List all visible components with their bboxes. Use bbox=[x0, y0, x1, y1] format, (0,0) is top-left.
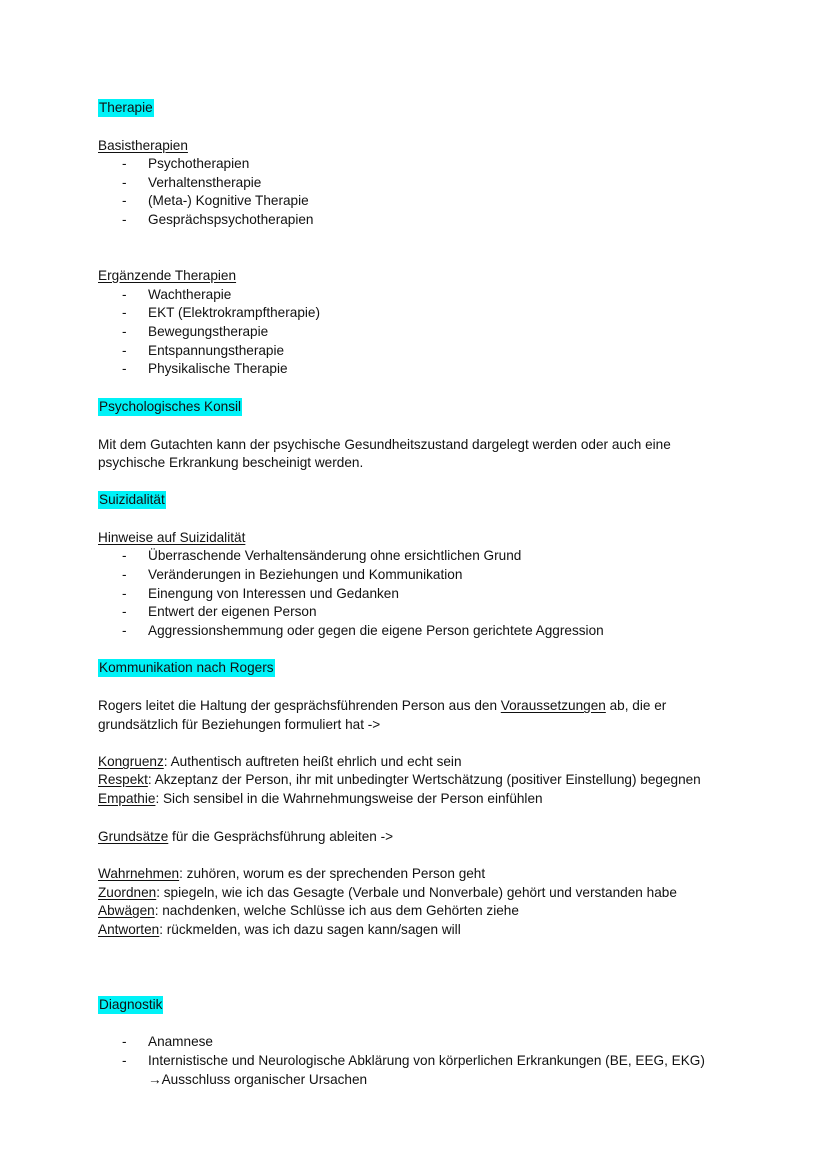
list-item: - EKT (Elektrokrampftherapie) bbox=[122, 305, 320, 320]
section-heading-konsil: Psychologisches Konsil bbox=[99, 399, 242, 414]
subheading-basistherapien: Basistherapien bbox=[98, 138, 188, 153]
list-item: - Physikalische Therapie bbox=[122, 361, 288, 376]
list-item: - Verhaltenstherapie bbox=[122, 175, 262, 190]
definition-respekt: Respekt: Akzeptanz der Person, ihr mit unbedingter Wertschätzung (positiver Einstellung) begegnen bbox=[98, 772, 701, 787]
list-item: - Überraschende Verhaltensänderung ohne ersichtlichen Grund bbox=[122, 548, 522, 563]
subheading-hinweise: Hinweise auf Suizidalität bbox=[98, 530, 246, 545]
section-heading-diagnostik: Diagnostik bbox=[99, 997, 163, 1012]
paragraph-line: Mit dem Gutachten kann der psychische Gesundheitszustand dargelegt werden oder auch eine bbox=[98, 437, 671, 452]
section-heading-suizidalitaet: Suizidalität bbox=[99, 492, 165, 507]
list-item: - Internistische und Neurologische Abklärung von körperlichen Erkrankungen (BE, EEG, EKG) bbox=[122, 1053, 705, 1068]
paragraph-line: psychische Erkrankung bescheinigt werden. bbox=[98, 455, 364, 470]
list-item: - (Meta-) Kognitive Therapie bbox=[122, 193, 309, 208]
list-item: - Gesprächspsychotherapien bbox=[122, 212, 314, 227]
section-heading-therapie: Therapie bbox=[99, 100, 153, 115]
grundsaetze-line: Grundsätze für die Gesprächsführung ableiten -> bbox=[98, 829, 394, 844]
paragraph-line: Rogers leitet die Haltung der gesprächsführenden Person aus den Voraussetzungen ab, die er bbox=[98, 698, 667, 713]
list-item: - Einengung von Interessen und Gedanken bbox=[122, 586, 399, 601]
list-item: - Veränderungen in Beziehungen und Kommunikation bbox=[122, 567, 463, 582]
list-item: - Entspannungstherapie bbox=[122, 343, 285, 358]
list-item: - Psychotherapien bbox=[122, 156, 250, 171]
list-item: - Bewegungstherapie bbox=[122, 324, 269, 339]
step-wahrnehmen: Wahrnehmen: zuhören, worum es der sprechenden Person geht bbox=[98, 866, 486, 881]
step-antworten: Antworten: rückmelden, was ich dazu sagen kann/sagen will bbox=[98, 922, 461, 937]
section-heading-rogers: Kommunikation nach Rogers bbox=[99, 660, 274, 675]
list-item: - Aggressionshemmung oder gegen die eigene Person gerichtete Aggression bbox=[122, 623, 604, 638]
definition-kongruenz: Kongruenz: Authentisch auftreten heißt ehrlich und echt sein bbox=[98, 754, 462, 769]
list-item: - Wachtherapie bbox=[122, 287, 232, 302]
step-zuordnen: Zuordnen: spiegeln, wie ich das Gesagte (Verbale und Nonverbale) gehört und verstanden habe bbox=[98, 885, 677, 900]
list-item: - Entwert der eigenen Person bbox=[122, 604, 317, 619]
definition-empathie: Empathie: Sich sensibel in die Wahrnehmungsweise der Person einfühlen bbox=[98, 791, 543, 806]
paragraph-line: grundsätzlich für Beziehungen formuliert hat -> bbox=[98, 717, 381, 732]
list-item-continuation: →Ausschluss organischer Ursachen bbox=[148, 1072, 368, 1087]
subheading-ergaenzende-therapien: Ergänzende Therapien bbox=[98, 268, 237, 283]
step-abwaegen: Abwägen: nachdenken, welche Schlüsse ich aus dem Gehörten ziehe bbox=[98, 903, 519, 918]
list-item: - Anamnese bbox=[122, 1034, 213, 1049]
